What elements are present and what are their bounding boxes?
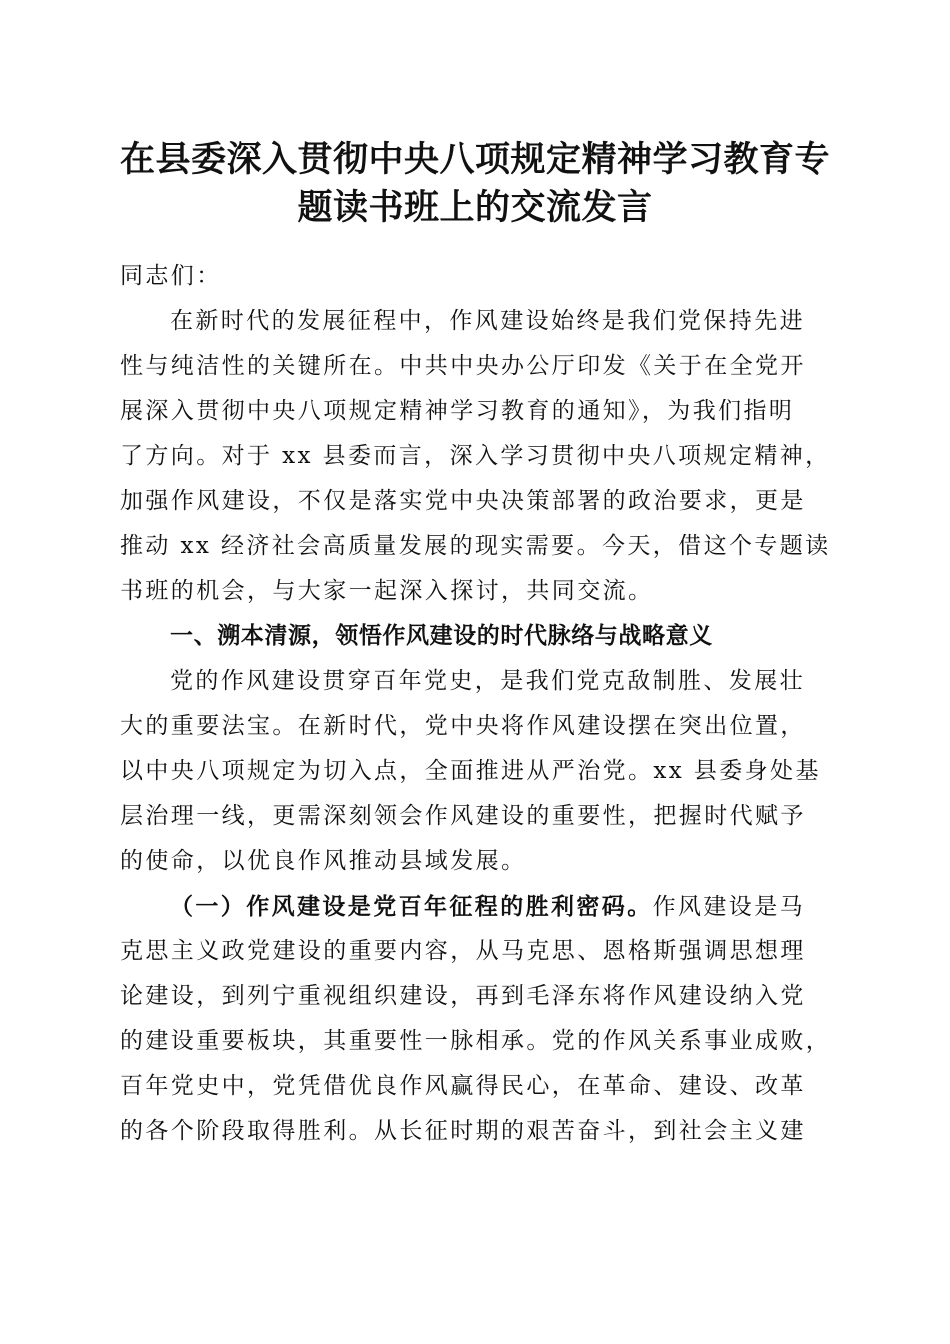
- salutation: 同志们：: [120, 263, 222, 289]
- paragraph-line: 克思主义政党建设的重要内容，从马克思、恩格斯强调思想理: [120, 938, 806, 964]
- paragraph-line: 推动 xx 经济社会高质量发展的现实需要。今天，借这个专题读: [120, 533, 831, 559]
- paragraph-line: 百年党史中，党凭借优良作风赢得民心，在革命、建设、改革: [120, 1073, 806, 1099]
- paragraph-line: 的使命，以优良作风推动县域发展。: [120, 848, 527, 874]
- paragraph-line: 的建设重要板块，其重要性一脉相承。党的作风关系事业成败，: [120, 1028, 832, 1054]
- paragraph-intro: [120, 299, 832, 614]
- paragraph-line: 以中央八项规定为切入点，全面推进从严治党。xx 县委身处基: [120, 758, 821, 784]
- sub-heading: （一）作风建设是党百年征程的胜利密码。: [170, 893, 653, 920]
- paragraph-line: 论建设，到列宁重视组织建设，再到毛泽东将作风建设纳入党: [120, 983, 806, 1009]
- title-line: 题读书班上的交流发言: [297, 187, 653, 228]
- paragraph-line: 层治理一线，更需深刻领会作风建设的重要性，把握时代赋予: [120, 803, 806, 829]
- paragraph-line: 的各个阶段取得胜利。从长征时期的艰苦奋斗，到社会主义建: [120, 1118, 806, 1144]
- paragraph-line: 在新时代的发展征程中，作风建设始终是我们党保持先进: [170, 308, 805, 334]
- paragraph-line: 加强作风建设，不仅是落实党中央决策部署的政治要求，更是: [120, 488, 806, 514]
- paragraph-line: 了方向。对于 xx 县委而言，深入学习贯彻中央八项规定精神，: [120, 443, 831, 469]
- paragraph-line: 书班的机会，与大家一起深入探讨，共同交流。: [120, 578, 654, 604]
- paragraph-line: [120, 884, 832, 929]
- paragraph-line: 展深入贯彻中央八项规定精神学习教育的通知》，为我们指明: [120, 398, 795, 424]
- paragraph-text: 作风建设是马: [652, 894, 806, 920]
- document-title: [100, 136, 850, 232]
- paragraph-line: 性与纯洁性的关键所在。中共中央办公厅印发《关于在全党开: [120, 353, 806, 379]
- paragraph-line: 大的重要法宝。在新时代，党中央将作风建设摆在突出位置，: [120, 713, 806, 739]
- paragraph-section1: [120, 659, 832, 884]
- paragraph-subsection1: [120, 884, 832, 1154]
- title-line: 在县委深入贯彻中央八项规定精神学习教育专: [119, 139, 830, 180]
- section-heading: 一、溯本清源，领悟作风建设的时代脉络与战略意义: [170, 623, 713, 649]
- paragraph-line: 党的作风建设贯穿百年党史，是我们党克敌制胜、发展壮: [170, 668, 805, 694]
- document-body: [120, 254, 832, 1154]
